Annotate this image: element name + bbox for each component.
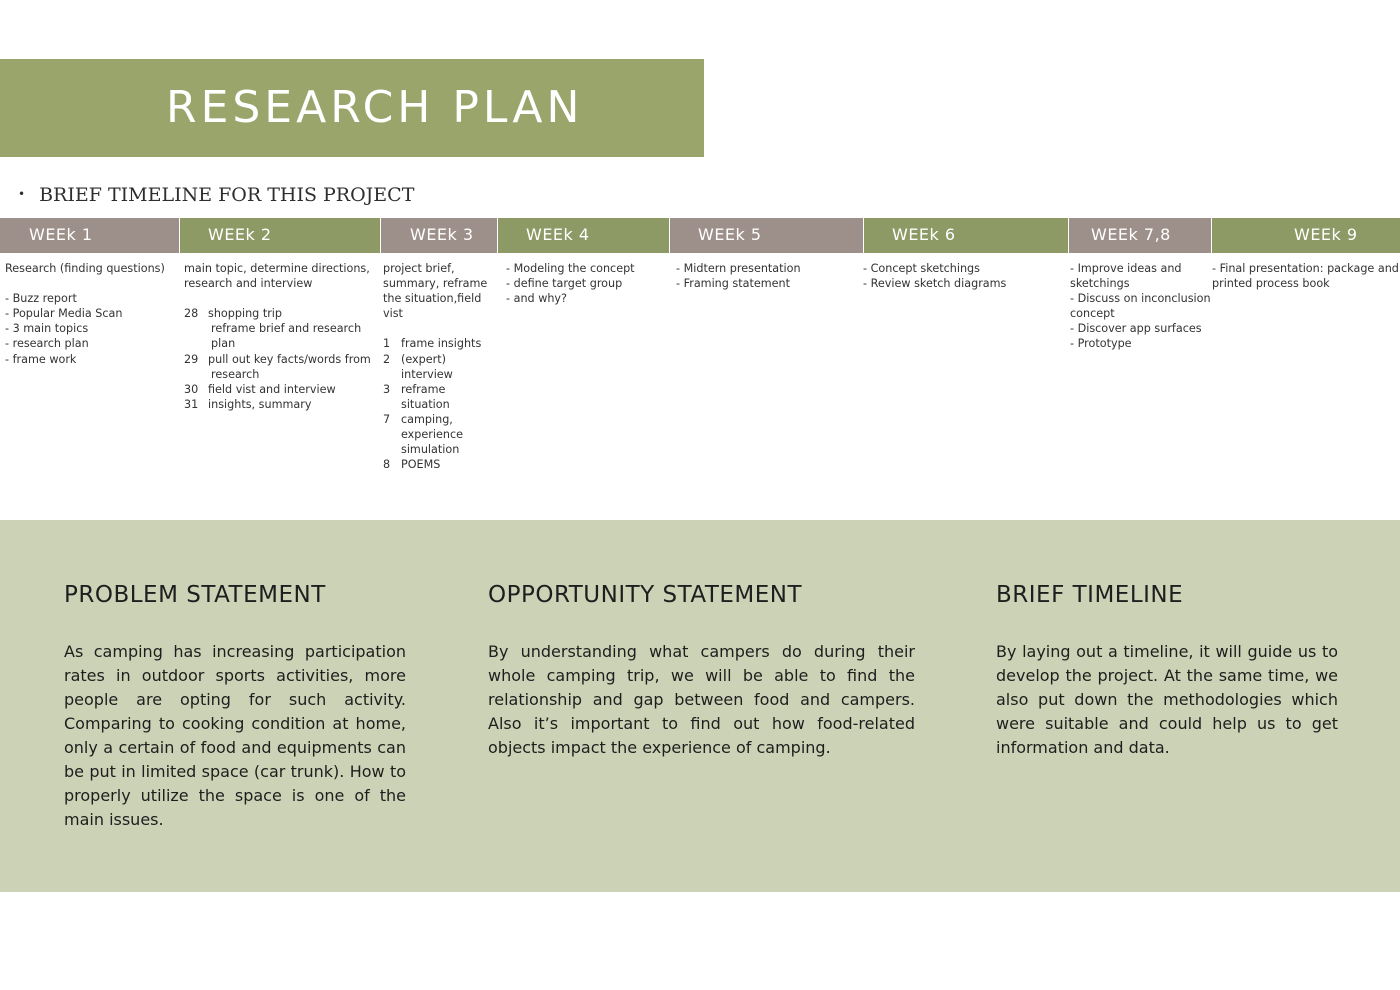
dated-task [184, 382, 376, 397]
week-3-label: WEEk 3 [410, 225, 474, 244]
task-line: - Discover app surfaces [1070, 322, 1202, 336]
task-line: concept [1070, 307, 1115, 321]
dated-task [383, 382, 495, 397]
task-intro-line: research and interview [184, 277, 313, 291]
week-1-label: WEEk 1 [29, 225, 93, 244]
subtitle-text: BRIEF TIMELINE FOR THIS PROJECT [39, 184, 415, 206]
week-2-header [180, 218, 380, 253]
task-line: - research plan [5, 337, 89, 351]
task-line: - Concept sketchings [863, 262, 980, 275]
task-line: - define target group [506, 277, 623, 291]
week-5-tasks [676, 261, 860, 291]
task-line: - Final presentation: package and [1212, 262, 1399, 275]
task-text: experience [401, 428, 464, 442]
week-2-label: WEEk 2 [208, 225, 272, 244]
date-number: 3 [383, 382, 391, 396]
task-intro-line: main topic, determine directions, [184, 262, 370, 275]
week-4-header [498, 218, 669, 253]
task-text: plan [211, 337, 236, 351]
bullet-icon: • [18, 187, 26, 201]
opportunity-statement-heading: OPPORTUNITY STATEMENT [488, 582, 803, 608]
task-intro-line: summary, reframe [383, 277, 488, 291]
problem-statement-body: As camping has increasing participation rates in outdoor sports activities, more people are opting for such activity. Comparing to cooking condition at home, only a certain of food and equipments can be put in limited space (car trunk). How to properly utilize the space is one of the main issues. [64, 642, 406, 829]
dated-task [383, 336, 495, 351]
week-9-label: WEEk 9 [1294, 225, 1358, 244]
week-5-label: WEEk 5 [698, 225, 762, 244]
date-number: 30 [184, 382, 199, 396]
date-number: 28 [184, 307, 199, 321]
date-number: 31 [184, 397, 199, 411]
page-title: RESEARCH PLAN [166, 82, 584, 133]
week-1-header [0, 218, 179, 253]
task-text: simulation [401, 443, 460, 457]
task-spacer [5, 276, 177, 291]
date-number: 7 [383, 412, 391, 426]
dated-task [383, 412, 495, 427]
task-line: - Improve ideas and [1070, 262, 1182, 275]
task-text: field vist and interview [208, 382, 336, 396]
brief-timeline-heading: BRIEF TIMELINE [996, 582, 1184, 608]
task-line: - Midtern presentation [676, 262, 801, 275]
task-text: reframe brief and research [211, 322, 362, 336]
task-line: - Buzz report [5, 292, 77, 306]
task-line: - Review sketch diagrams [863, 277, 1007, 291]
task-spacer [383, 321, 495, 336]
week-6-header [864, 218, 1068, 253]
task-intro-line: project brief, [383, 262, 455, 275]
dated-task [184, 352, 376, 367]
dated-task [184, 397, 376, 412]
week-5-header [670, 218, 863, 253]
task-line: Research (finding questions) [5, 262, 165, 275]
task-line: - 3 main topics [5, 322, 89, 336]
date-number: 29 [184, 352, 199, 366]
week-9-header [1212, 218, 1400, 253]
task-line: - Discuss on inconclusion [1070, 292, 1211, 306]
week-6-tasks [863, 261, 1063, 291]
section-subtitle [18, 180, 414, 209]
week-1-tasks [5, 261, 177, 367]
date-number: 1 [383, 337, 391, 351]
task-text: interview [401, 367, 453, 381]
task-line: printed process book [1212, 277, 1330, 291]
task-text: frame insights [401, 337, 482, 351]
task-line: - Framing statement [676, 277, 791, 291]
dated-task [184, 306, 376, 321]
opportunity-statement-body: By understanding what campers do during their whole camping trip, we will be able to find the relationship and gap between food and campers. Also it’s important to find out how food-related objects impact the experience of camping. [488, 642, 915, 757]
task-line: - and why? [506, 292, 567, 306]
task-text: insights, summary [208, 397, 312, 411]
task-text: research [211, 367, 260, 381]
task-text: reframe [401, 382, 446, 396]
task-line: - Prototype [1070, 337, 1132, 351]
date-number: 8 [383, 458, 391, 472]
task-line: - Popular Media Scan [5, 307, 123, 321]
dated-task [383, 352, 495, 367]
task-text: (expert) [401, 352, 447, 366]
week-7-8-label: WEEk 7,8 [1091, 225, 1171, 244]
task-line: - frame work [5, 352, 77, 366]
problem-statement-heading: PROBLEM STATEMENT [64, 582, 326, 608]
task-text: situation [401, 397, 450, 411]
task-spacer [184, 291, 376, 306]
week-header-strip [0, 218, 1400, 253]
week-3-tasks [383, 261, 495, 472]
dated-task [383, 457, 495, 472]
week-4-label: WEEk 4 [526, 225, 590, 244]
task-text: camping, [401, 412, 453, 426]
task-line: - Modeling the concept [506, 262, 635, 275]
task-text: POEMS [401, 458, 441, 472]
task-text: shopping trip [208, 307, 283, 321]
task-intro-line: the situation,field [383, 292, 482, 306]
date-number: 2 [383, 352, 391, 366]
week-6-label: WEEk 6 [892, 225, 956, 244]
week-9-tasks [1212, 261, 1399, 291]
brief-timeline-body: By laying out a timeline, it will guide us to develop the project. At the same time, we also put down the methodologies which were suitable and could help us to get information and data. [996, 642, 1338, 757]
task-text: pull out key facts/words from [208, 352, 371, 366]
week-7-8-header [1069, 218, 1211, 253]
task-intro-line: vist [383, 307, 403, 321]
week-2-tasks [184, 261, 376, 412]
week-3-header [381, 218, 497, 253]
week-4-tasks [506, 261, 666, 306]
week-7-8-tasks [1070, 261, 1210, 352]
task-line: sketchings [1070, 277, 1130, 291]
